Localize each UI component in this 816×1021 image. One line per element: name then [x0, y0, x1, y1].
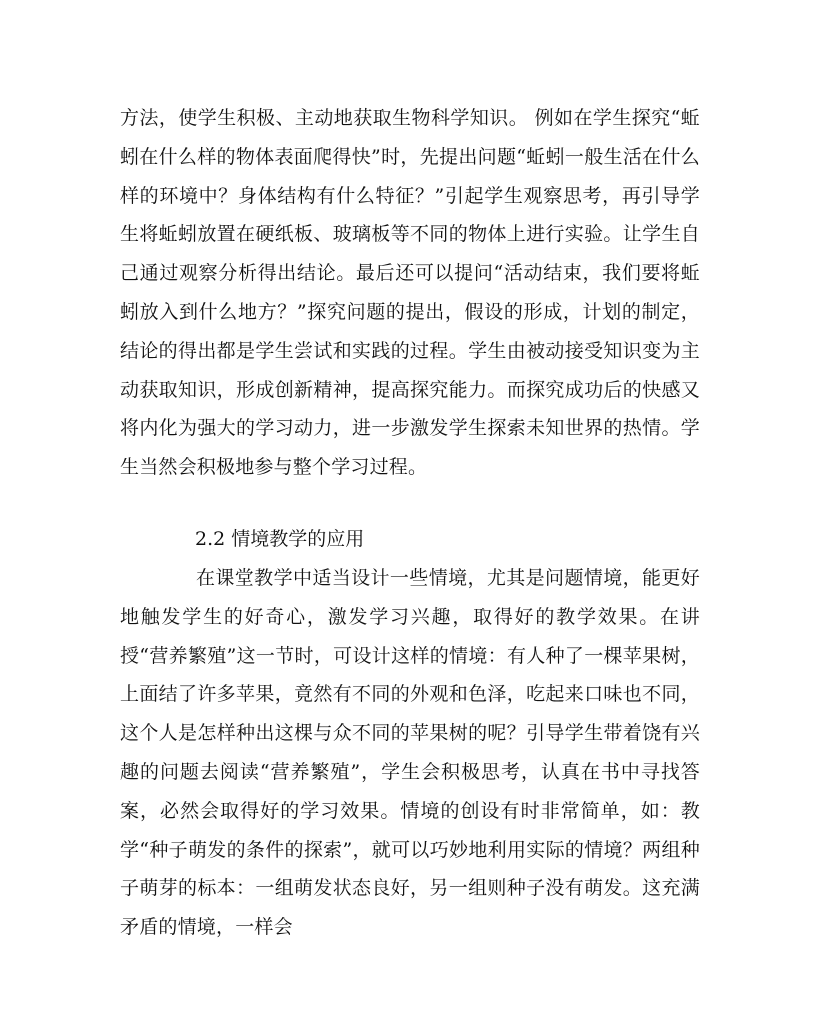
body-paragraph: 方法，使学生积极、主动地获取生物科学知识。 例如在学生探究“蚯蚓在什么样的物体表面爬得快”时，先提出问题“蚯蚓一般生活在什么样的环境中？身体结构有什么特征？”引起学生观察思考，再引导学生将蚯蚓放置在硬纸板、玻璃板等不同的物体上进行实验。让学生自己通过观察分析得出结论。最后还可以提问“活动结束，我们要将蚯蚓放入到什么地方？”探究问题的提出，假设的形成，计划的制定，结论的得出都是学生尝试和实践的过程。学生由被动接受知识变为主动获取知识，形成创新精神，提高探究能力。而探究成功后的快感又将内化为强大的学习动力，进一步激发学生探索未知世界的热情。学生当然会积极地参与整个学习过程。: [120, 107, 700, 479]
section-heading: 2.2 情境教学的应用: [195, 528, 365, 550]
body-paragraph: 在课堂教学中适当设计一些情境，尤其是问题情境，能更好地触发学生的好奇心，激发学习兴趣，取得好的教学效果。在讲授“营养繁殖”这一节时，可设计这样的情境：有人种了一棵苹果树，上面结了许多苹果，竟然有不同的外观和色泽，吃起来口味也不同，这个人是怎样种出这棵与众不同的苹果树的呢？引导学生带着饶有兴趣的问题去阅读“营养繁殖”，学生会积极思考，认真在书中寻找答案，必然会取得好的学习效果。情境的创设有时非常简单，如：教学“种子萌发的条件的探索”，就可以巧妙地利用实际的情境？两组种子萌芽的标本：一组萌发状态良好，另一组则种子没有萌发。这充满矛盾的情境，一样会: [120, 567, 700, 939]
